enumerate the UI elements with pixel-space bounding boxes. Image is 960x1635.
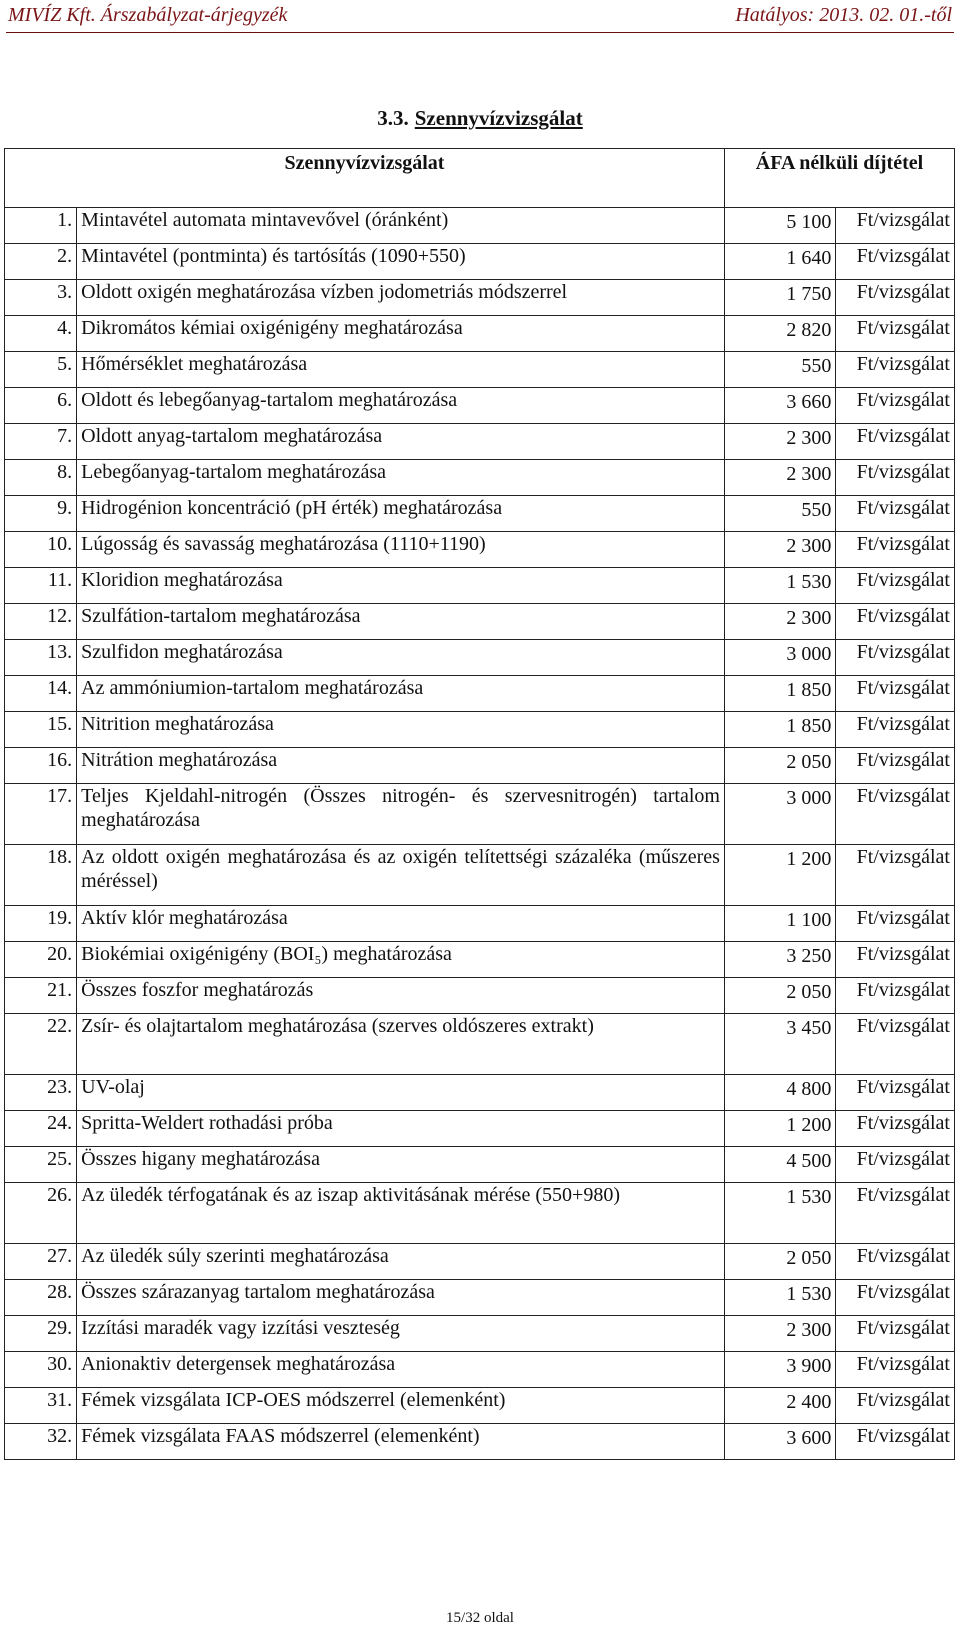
table-row — [5, 532, 955, 568]
row-number: 10. — [5, 532, 77, 568]
row-unit: Ft/vizsgálat — [836, 244, 955, 280]
row-unit: Ft/vizsgálat — [836, 712, 955, 748]
table-row — [5, 1352, 955, 1388]
row-name: Spritta-Weldert rothadási próba — [77, 1111, 725, 1147]
row-unit: Ft/vizsgálat — [836, 1014, 955, 1075]
row-price: 1 530 — [724, 1183, 835, 1244]
row-name: Mintavétel automata mintavevővel (óránként) — [77, 208, 725, 244]
row-name: Lebegőanyag-tartalom meghatározása — [77, 460, 725, 496]
table-row — [5, 712, 955, 748]
row-unit: Ft/vizsgálat — [836, 784, 955, 845]
row-name: Oldott és lebegőanyag-tartalom meghatározása — [77, 388, 725, 424]
table-row — [5, 676, 955, 712]
row-name: Összes higany meghatározása — [77, 1147, 725, 1183]
row-unit: Ft/vizsgálat — [836, 352, 955, 388]
row-number: 18. — [5, 845, 77, 906]
table-row — [5, 942, 955, 978]
table-row — [5, 496, 955, 532]
row-unit: Ft/vizsgálat — [836, 1388, 955, 1424]
row-number: 7. — [5, 424, 77, 460]
row-price: 2 300 — [724, 1316, 835, 1352]
row-unit: Ft/vizsgálat — [836, 316, 955, 352]
table-row — [5, 1244, 955, 1280]
row-unit: Ft/vizsgálat — [836, 280, 955, 316]
row-number: 14. — [5, 676, 77, 712]
row-price: 2 300 — [724, 604, 835, 640]
row-unit: Ft/vizsgálat — [836, 1316, 955, 1352]
row-price: 550 — [724, 496, 835, 532]
row-price: 1 750 — [724, 280, 835, 316]
row-name: Fémek vizsgálata FAAS módszerrel (elemenként) — [77, 1424, 725, 1460]
row-price: 1 850 — [724, 712, 835, 748]
row-number: 9. — [5, 496, 77, 532]
row-unit: Ft/vizsgálat — [836, 942, 955, 978]
table-row — [5, 1316, 955, 1352]
table-header-price: ÁFA nélküli díjtétel — [724, 149, 954, 208]
table-row — [5, 1183, 955, 1244]
table-row — [5, 1111, 955, 1147]
row-price: 3 600 — [724, 1424, 835, 1460]
row-unit: Ft/vizsgálat — [836, 748, 955, 784]
row-name: Kloridion meghatározása — [77, 568, 725, 604]
row-price: 2 820 — [724, 316, 835, 352]
table-row — [5, 1388, 955, 1424]
table-row — [5, 906, 955, 942]
row-number: 20. — [5, 942, 77, 978]
row-name: UV-olaj — [77, 1075, 725, 1111]
row-price: 3 900 — [724, 1352, 835, 1388]
row-unit: Ft/vizsgálat — [836, 1280, 955, 1316]
row-price: 2 300 — [724, 532, 835, 568]
table-row — [5, 208, 955, 244]
row-name: Oldott anyag-tartalom meghatározása — [77, 424, 725, 460]
row-name: Lúgosság és savasság meghatározása (1110+1190) — [77, 532, 725, 568]
row-number: 25. — [5, 1147, 77, 1183]
row-unit: Ft/vizsgálat — [836, 496, 955, 532]
row-unit: Ft/vizsgálat — [836, 845, 955, 906]
row-number: 31. — [5, 1388, 77, 1424]
row-price: 1 530 — [724, 1280, 835, 1316]
row-name: Dikromátos kémiai oxigénigény meghatározása — [77, 316, 725, 352]
row-number: 22. — [5, 1014, 77, 1075]
row-name: Zsír- és olajtartalom meghatározása (szerves oldószeres extrakt) — [77, 1014, 725, 1075]
header-effective-date: Hatályos: 2013. 02. 01.-től — [735, 4, 952, 26]
row-unit: Ft/vizsgálat — [836, 532, 955, 568]
row-unit: Ft/vizsgálat — [836, 1424, 955, 1460]
row-name: Összes foszfor meghatározás — [77, 978, 725, 1014]
row-name: Hidrogénion koncentráció (pH érték) meghatározása — [77, 496, 725, 532]
row-number: 21. — [5, 978, 77, 1014]
section-number: 3.3. — [377, 106, 409, 130]
table-row — [5, 424, 955, 460]
row-number: 15. — [5, 712, 77, 748]
row-number: 26. — [5, 1183, 77, 1244]
table-row — [5, 978, 955, 1014]
row-name: Teljes Kjeldahl-nitrogén (Összes nitrogén- és szervesnitrogén) tartalom meghatározása — [77, 784, 725, 845]
table-row — [5, 316, 955, 352]
row-price: 1 850 — [724, 676, 835, 712]
row-unit: Ft/vizsgálat — [836, 1111, 955, 1147]
row-number: 2. — [5, 244, 77, 280]
table-body — [5, 208, 955, 1460]
row-unit: Ft/vizsgálat — [836, 460, 955, 496]
price-table — [4, 148, 955, 1460]
row-number: 30. — [5, 1352, 77, 1388]
row-unit: Ft/vizsgálat — [836, 906, 955, 942]
row-number: 16. — [5, 748, 77, 784]
row-number: 12. — [5, 604, 77, 640]
row-price: 3 660 — [724, 388, 835, 424]
row-number: 11. — [5, 568, 77, 604]
table-row — [5, 748, 955, 784]
table-row — [5, 784, 955, 845]
row-name: Anionaktiv detergensek meghatározása — [77, 1352, 725, 1388]
row-unit: Ft/vizsgálat — [836, 1075, 955, 1111]
row-price: 3 000 — [724, 640, 835, 676]
row-number: 6. — [5, 388, 77, 424]
row-number: 4. — [5, 316, 77, 352]
row-unit: Ft/vizsgálat — [836, 604, 955, 640]
row-number: 32. — [5, 1424, 77, 1460]
row-number: 17. — [5, 784, 77, 845]
table-row — [5, 568, 955, 604]
row-name: Szulfátion-tartalom meghatározása — [77, 604, 725, 640]
row-number: 28. — [5, 1280, 77, 1316]
row-name: Mintavétel (pontminta) és tartósítás (1090+550) — [77, 244, 725, 280]
row-number: 5. — [5, 352, 77, 388]
row-price: 550 — [724, 352, 835, 388]
section-name: Szennyvízvizsgálat — [414, 106, 583, 130]
row-price: 2 050 — [724, 748, 835, 784]
row-number: 1. — [5, 208, 77, 244]
row-name: Izzítási maradék vagy izzítási veszteség — [77, 1316, 725, 1352]
row-unit: Ft/vizsgálat — [836, 1147, 955, 1183]
row-name: Hőmérséklet meghatározása — [77, 352, 725, 388]
table-row — [5, 1014, 955, 1075]
row-name: Az ammóniumion-tartalom meghatározása — [77, 676, 725, 712]
row-price: 3 000 — [724, 784, 835, 845]
row-name: Nitrátion meghatározása — [77, 748, 725, 784]
row-name: Az üledék térfogatának és az iszap aktivitásának mérése (550+980) — [77, 1183, 725, 1244]
row-unit: Ft/vizsgálat — [836, 424, 955, 460]
row-number: 29. — [5, 1316, 77, 1352]
row-price: 3 450 — [724, 1014, 835, 1075]
row-name: Biokémiai oxigénigény (BOI₅) meghatározása — [77, 942, 725, 978]
table-row — [5, 460, 955, 496]
row-name: Fémek vizsgálata ICP-OES módszerrel (elemenként) — [77, 1388, 725, 1424]
row-price: 1 640 — [724, 244, 835, 280]
row-number: 8. — [5, 460, 77, 496]
row-price: 1 200 — [724, 845, 835, 906]
row-name: Szulfidon meghatározása — [77, 640, 725, 676]
row-unit: Ft/vizsgálat — [836, 676, 955, 712]
row-unit: Ft/vizsgálat — [836, 1352, 955, 1388]
table-row — [5, 604, 955, 640]
row-price: 4 800 — [724, 1075, 835, 1111]
row-price: 3 250 — [724, 942, 835, 978]
row-name: Az üledék súly szerinti meghatározása — [77, 1244, 725, 1280]
row-name: Összes szárazanyag tartalom meghatározása — [77, 1280, 725, 1316]
row-price: 1 100 — [724, 906, 835, 942]
row-number: 23. — [5, 1075, 77, 1111]
page-header — [6, 0, 954, 33]
table-header-title: Szennyvízvizsgálat — [5, 149, 725, 208]
page-number: 15/32 oldal — [446, 1610, 514, 1626]
row-unit: Ft/vizsgálat — [836, 1183, 955, 1244]
table-row — [5, 244, 955, 280]
row-number: 13. — [5, 640, 77, 676]
table-row — [5, 388, 955, 424]
table-row — [5, 845, 955, 906]
row-name: Oldott oxigén meghatározása vízben jodometriás módszerrel — [77, 280, 725, 316]
table-row — [5, 1424, 955, 1460]
row-price: 5 100 — [724, 208, 835, 244]
row-number: 27. — [5, 1244, 77, 1280]
row-number: 24. — [5, 1111, 77, 1147]
table-header-row — [5, 149, 955, 208]
row-number: 3. — [5, 280, 77, 316]
row-price: 2 050 — [724, 1244, 835, 1280]
row-name: Aktív klór meghatározása — [77, 906, 725, 942]
table-row — [5, 1280, 955, 1316]
section-title — [0, 106, 960, 131]
row-price: 1 200 — [724, 1111, 835, 1147]
table-row — [5, 280, 955, 316]
row-unit: Ft/vizsgálat — [836, 568, 955, 604]
table-row — [5, 1147, 955, 1183]
row-unit: Ft/vizsgálat — [836, 978, 955, 1014]
table-row — [5, 640, 955, 676]
row-price: 2 300 — [724, 460, 835, 496]
header-company: MIVÍZ Kft. Árszabályzat-árjegyzék — [8, 4, 288, 26]
row-name: Nitrition meghatározása — [77, 712, 725, 748]
row-price: 1 530 — [724, 568, 835, 604]
row-unit: Ft/vizsgálat — [836, 640, 955, 676]
row-price: 2 400 — [724, 1388, 835, 1424]
row-number: 19. — [5, 906, 77, 942]
table-row — [5, 352, 955, 388]
row-unit: Ft/vizsgálat — [836, 388, 955, 424]
row-price: 2 300 — [724, 424, 835, 460]
row-name: Az oldott oxigén meghatározása és az oxigén telítettségi százaléka (műszeres méréssel) — [77, 845, 725, 906]
row-price: 2 050 — [724, 978, 835, 1014]
row-unit: Ft/vizsgálat — [836, 208, 955, 244]
row-unit: Ft/vizsgálat — [836, 1244, 955, 1280]
table-row — [5, 1075, 955, 1111]
row-price: 4 500 — [724, 1147, 835, 1183]
